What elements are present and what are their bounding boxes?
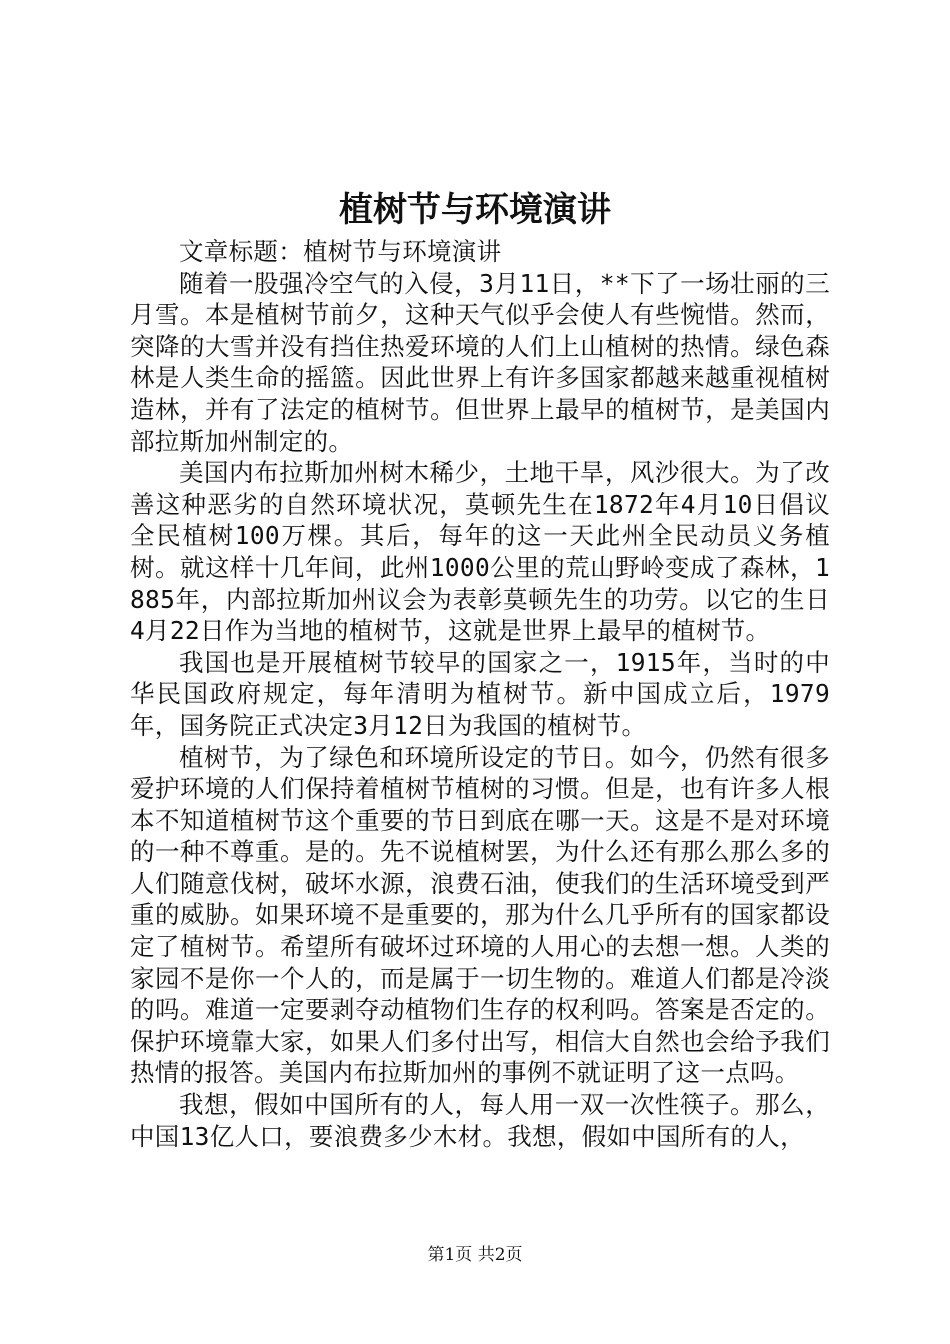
page-number-footer: 第1页 共2页 xyxy=(427,1245,523,1265)
paragraph: 随着一股强冷空气的入侵，3月11日，**下了一场壮丽的三月雪。本是植树节前夕，这种天气似乎会使人有些惋惜。然而，突降的大雪并没有挡住热爱环境的人们上山植树的热情。绿色森林是人类生命的摇篮。因此世界上有许多国家都越来越重视植树造林，并有了法定的植树节。但世界上最早的植树节，是美国内部拉斯加州制定的。 xyxy=(130,268,830,456)
paragraph: 我国也是开展植树节较早的国家之一，1915年，当时的中华民国政府规定，每年清明为植树节。新中国成立后，1979年，国务院正式决定3月12日为我国的植树节。 xyxy=(130,647,830,740)
paragraph-article-title: 文章标题：植树节与环境演讲 xyxy=(179,237,502,266)
paragraph: 植树节，为了绿色和环境所设定的节日。如今，仍然有很多爱护环境的人们保持着植树节植树的习惯。但是，也有许多人根本不知道植树节这个重要的节日到底在哪一天。这是不是对环境的一种不尊重。是的。先不说植树罢，为什么还有那么那么多的人们随意伐树，破坏水源，浪费石油，使我们的生活环境受到严重的威胁。如果环境不是重要的，那为什么几乎所有的国家都设定了植树节。希望所有破坏过环境的人用心的去想一想。人类的家园不是你一个人的，而是属于一切生物的。难道人们都是冷淡的吗。难道一定要剥夺动植物们生存的权利吗。答案是否定的。保护环境靠大家，如果人们多付出写，相信大自然也会给予我们热情的报答。美国内布拉斯加州的事例不就证明了这一点吗。 xyxy=(130,742,830,1088)
document-body xyxy=(130,236,830,1152)
paragraph: 我想，假如中国所有的人，每人用一双一次性筷子。那么，中国13亿人口，要浪费多少木材。我想，假如中国所有的人， xyxy=(130,1090,830,1151)
document-title: 植树节与环境演讲 xyxy=(339,190,611,230)
paragraph: 美国内布拉斯加州树木稀少，土地干旱，风沙很大。为了改善这种恶劣的自然环境状况，莫顿先生在1872年4月10日倡议全民植树100万棵。其后，每年的这一天此州全民动员义务植树。就这样十几年间，此州1000公里的荒山野岭变成了森林，1885年，内部拉斯加州议会为表彰莫顿先生的功劳。以它的生日4月22日作为当地的植树节，这就是世界上最早的植树节。 xyxy=(130,458,830,646)
